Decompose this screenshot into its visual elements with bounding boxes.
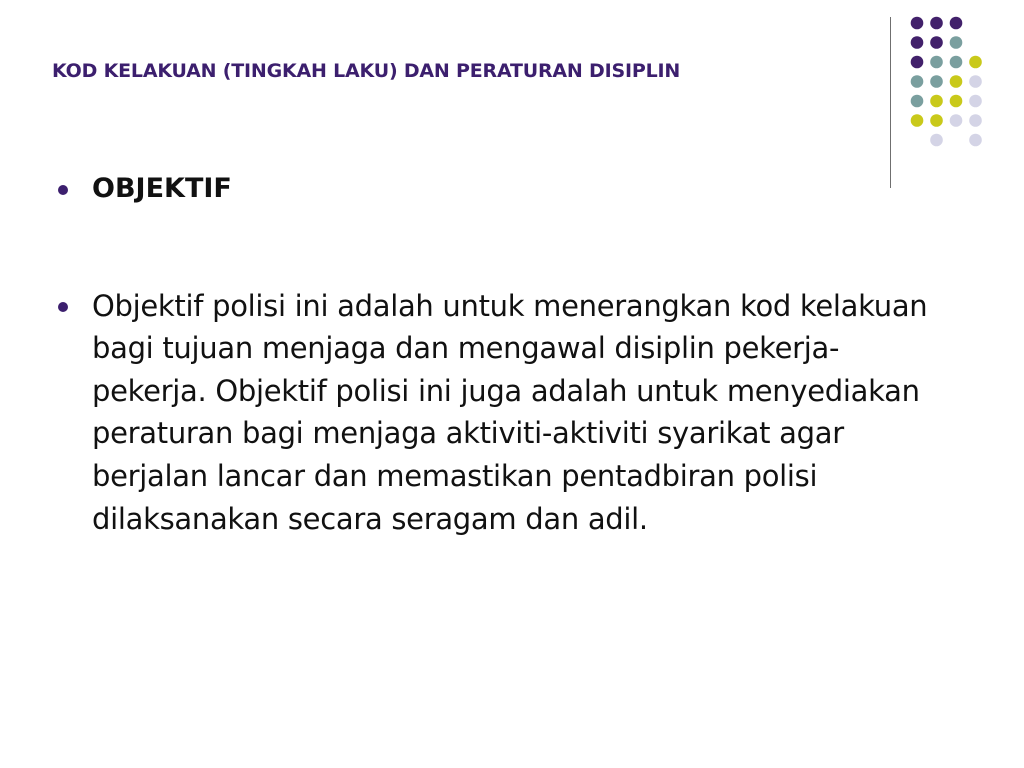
bullet-paragraph: Objektif polisi ini adalah untuk menerangkan kod kelakuan bagi tujuan menjaga dan mengawal disiplin pekerja-pekerja. Objektif polisi ini juga adalah untuk menyediakan peraturan bagi menjaga aktiviti-aktiviti syarikat agar berjalan lancar dan memastikan pentadbiran polisi dilaksanakan secara seragam dan adil. <box>92 288 928 536</box>
decor-dot-purple <box>930 17 943 30</box>
decor-dot-lime <box>911 114 924 127</box>
vertical-divider <box>890 17 891 188</box>
decor-dot-lavender <box>969 75 982 88</box>
decor-dot-lavender <box>969 114 982 127</box>
decor-dot-purple <box>930 36 943 49</box>
bullet-heading: OBJEKTIF <box>92 173 232 204</box>
decor-dot-lavender <box>969 95 982 108</box>
bullet-list <box>56 168 956 540</box>
decor-dot-lavender <box>969 134 982 147</box>
decor-dot-teal <box>911 75 924 88</box>
decor-dot-lime <box>930 114 943 127</box>
decor-dot-lime <box>950 95 963 108</box>
decor-dot-lavender <box>950 114 963 127</box>
bullet-item-description <box>56 285 942 541</box>
decor-dot-lime <box>969 56 982 69</box>
bullet-dot-icon <box>58 302 68 312</box>
decor-dot-teal <box>950 36 963 49</box>
decor-dot-purple <box>911 17 924 30</box>
slide-title: KOD KELAKUAN (TINGKAH LAKU) DAN PERATURAN DISIPLIN <box>52 60 681 82</box>
decor-dot-teal <box>930 75 943 88</box>
decor-dot-purple <box>911 36 924 49</box>
decor-dot-purple <box>950 17 963 30</box>
bullet-item-objektif <box>56 168 956 211</box>
decor-dot-teal <box>930 56 943 69</box>
decor-dot-teal <box>950 56 963 69</box>
decor-dot-purple <box>911 56 924 69</box>
decor-dot-lime <box>930 95 943 108</box>
decor-dot-teal <box>911 95 924 108</box>
decor-dot-lime <box>950 75 963 88</box>
bullet-dot-icon <box>58 185 68 195</box>
decor-dot-lavender <box>930 134 943 147</box>
